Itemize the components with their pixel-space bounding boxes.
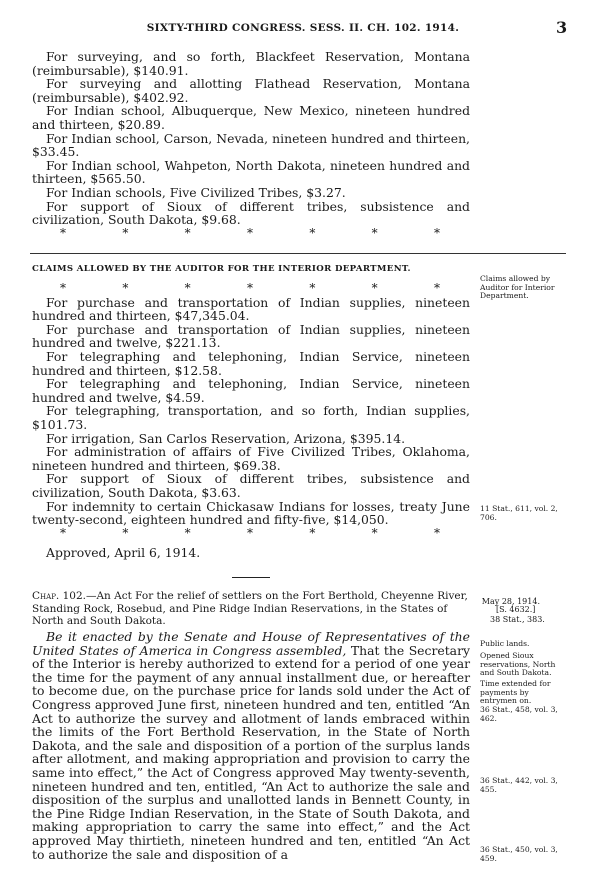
item-paragraph: For administration of affairs of Five Civilized Tribes, Oklahoma, nineteen hundred and thirteen, $69.38. [32,444,470,473]
page-number: 3 [556,18,568,37]
note-ref-1: 36 Stat., 458, vol. 3, 462. [480,705,558,723]
item-paragraph: For Indian school, Wahpeton, North Dakota, nineteen hundred and thirteen, $565.50. [32,157,470,187]
margin-note-claims: Claims allowed by Auditor for Interior Department. [480,274,555,301]
item-paragraph: For telegraphing and telephoning, Indian Service, nineteen hundred and thirteen, $12.58. [32,348,470,378]
running-header: SIXTY-THIRD CONGRESS. SESS. II. CH. 102. 1914. [146,22,460,34]
note-public-lands: Public lands. [480,639,530,648]
note-opened: Opened Sioux reservations, North and South Dakota. [480,651,556,678]
enactment-paragraph [32,630,470,861]
chapter-title: —An Act For the relief of settlers on the Fort Berthold, Cheyenne River, Standing Rock, Rosebud, and Pine Ridge Indian Reservations, in the States of North and South Dakota. [32,590,468,627]
item-paragraph: For surveying and allotting Flathead Reservation, Montana (reimbursable), $402.92. [32,76,470,105]
star: * [246,225,253,240]
chapter-heading [32,590,470,628]
chapter-date: May 28, 1914. [481,597,540,606]
star: * [184,281,191,295]
approved-line: Approved, April 6, 1914. [46,545,201,561]
star: * [371,281,378,295]
appropriations-block-2 [32,282,470,560]
item-paragraph: For telegraphing, transportation, and so forth, Indian supplies, $101.73. [32,403,470,432]
section-heading: CLAIMS ALLOWED BY THE AUDITOR FOR THE INTERIOR DEPARTMENT. [32,264,411,274]
star: * [60,525,66,540]
item-paragraph: For purchase and transportation of Indian supplies, nineteen hundred and twelve, $221.13. [32,321,470,351]
star: * [122,525,129,540]
enactment-text [32,630,470,861]
star: * [371,525,378,540]
ellipsis-stars [60,282,440,296]
item-paragraph: For indemnity to certain Chickasaw Indians for losses, treaty June twenty-second, eighteen hundred and fifty-five, $14,050. [32,498,470,528]
chapter-stat: 38 Stat., 383. [490,615,545,624]
item-paragraph: For telegraphing and telephoning, Indian Service, nineteen hundred and twelve, $4.59. [32,376,470,405]
chapter-bill: [S. 4632.] [496,605,536,614]
star: * [309,281,316,295]
section-divider [30,253,566,254]
margin-note-chickasaw: 11 Stat., 611, vol. 2, 706. [480,504,558,522]
item-paragraph: For irrigation, San Carlos Reservation, Arizona, $395.14. [46,430,406,446]
item-paragraph: For Indian school, Albuquerque, New Mexico, nineteen hundred and thirteen, $20.89. [32,103,470,132]
star: * [433,281,440,295]
star: * [122,281,129,295]
star: * [60,281,66,295]
note-time-extended: Time extended for payments by entrymen on. [480,679,551,706]
item-paragraph: For Indian schools, Five Civilized Tribes, $3.27. [46,184,346,200]
star: * [309,225,316,240]
enacting-clause: Be it enacted by the Senate and House of Representatives of the United States of America in Congress assembled, [32,629,470,658]
star: * [371,225,378,240]
chapter-label: Chap. 102. [32,590,86,602]
section-rule [232,577,270,578]
item-paragraph: For purchase and transportation of Indian supplies, nineteen hundred and thirteen, $47,345.04. [32,294,470,324]
star: * [122,225,129,240]
item-paragraph: For surveying, and so forth, Blackfeet Reservation, Montana (reimbursable), $140.91. [32,49,470,78]
enactment-body: That the Secretary of the Interior is hereby authorized to extend for a period of one year the time for the payment of any annual installment due, or hereafter to become due, on the purchase price for lands sold under the Act of Congress approved June first, nineteen hundred and ten, entitled “An Act to authorize the survey and allotment of lands embraced within the limits of the Fort Berthold Reservation, in the State of North Dakota, and the sale and disposition of a portion of the surplus lands after allotment, and making appropriation and provision to carry the same into effect,” the Act of Congress approved May twenty-seventh, nineteen hundred and ten, entitled, “An Act to authorize the sale and disposition of the surplus and unallotted lands in Bennett County, in the Pine Ridge Indian Reservation, in the State of South Dakota, and making appropriation to carry the same into effect,” and the Act approved May thirtieth, nineteen hundred and ten, entitled “An Act to authorize the sale and disposition of a [32,642,470,862]
star: * [246,525,253,540]
star: * [184,525,191,540]
item-paragraph: For Indian school, Carson, Nevada, nineteen hundred and thirteen, $33.45. [32,130,470,160]
item-paragraph: For support of Sioux of different tribes, subsistence and civilization, South Dakota, $9.68. [32,198,470,228]
ellipsis-stars [60,227,440,241]
star: * [246,281,253,295]
star: * [433,225,440,240]
note-ref-3: 36 Stat., 450, vol. 3, 459. [480,845,558,863]
appropriations-block-1 [32,50,470,240]
star: * [433,525,440,540]
ellipsis-stars [60,527,440,541]
star: * [60,225,66,240]
star: * [184,225,191,240]
star: * [309,525,316,540]
item-paragraph: For support of Sioux of different tribes, subsistence and civilization, South Dakota, $3.63. [32,471,470,500]
note-ref-2: 36 Stat., 442, vol. 3, 455. [480,776,558,794]
